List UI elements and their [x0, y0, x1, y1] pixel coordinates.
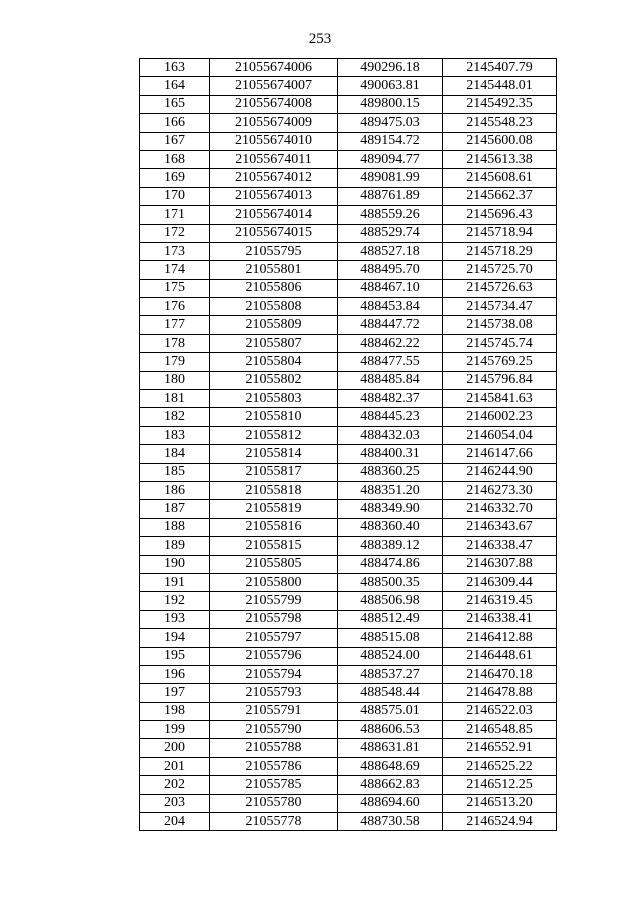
point-id-cell: 21055788: [210, 739, 338, 757]
row-number-cell: 202: [140, 776, 210, 794]
x-coordinate-cell: 488389.12: [338, 537, 443, 555]
row-number-cell: 173: [140, 242, 210, 260]
table-row: [140, 739, 557, 757]
x-coordinate-cell: 488559.26: [338, 206, 443, 224]
point-id-cell: 21055809: [210, 316, 338, 334]
point-id-cell: 21055674010: [210, 132, 338, 150]
point-id-cell: 21055814: [210, 445, 338, 463]
x-coordinate-cell: 488485.84: [338, 371, 443, 389]
table-row: [140, 610, 557, 628]
y-coordinate-cell: 2146343.67: [443, 518, 557, 536]
row-number-cell: 188: [140, 518, 210, 536]
row-number-cell: 169: [140, 169, 210, 187]
point-id-cell: 21055674014: [210, 206, 338, 224]
coordinates-table: [139, 58, 557, 831]
table-row: [140, 242, 557, 260]
table-row: [140, 629, 557, 647]
point-id-cell: 21055790: [210, 721, 338, 739]
point-id-cell: 21055674009: [210, 114, 338, 132]
y-coordinate-cell: 2145662.37: [443, 187, 557, 205]
table-row: [140, 169, 557, 187]
x-coordinate-cell: 488694.60: [338, 794, 443, 812]
row-number-cell: 165: [140, 95, 210, 113]
row-number-cell: 175: [140, 279, 210, 297]
table-row: [140, 684, 557, 702]
y-coordinate-cell: 2145796.84: [443, 371, 557, 389]
table-row: [140, 132, 557, 150]
y-coordinate-cell: 2146338.47: [443, 537, 557, 555]
x-coordinate-cell: 488631.81: [338, 739, 443, 757]
table-row: [140, 537, 557, 555]
table-row: [140, 665, 557, 683]
y-coordinate-cell: 2145745.74: [443, 334, 557, 352]
y-coordinate-cell: 2146524.94: [443, 813, 557, 831]
point-id-cell: 21055674011: [210, 150, 338, 168]
x-coordinate-cell: 488506.98: [338, 592, 443, 610]
x-coordinate-cell: 488515.08: [338, 629, 443, 647]
point-id-cell: 21055806: [210, 279, 338, 297]
y-coordinate-cell: 2146470.18: [443, 665, 557, 683]
point-id-cell: 21055791: [210, 702, 338, 720]
x-coordinate-cell: 488527.18: [338, 242, 443, 260]
y-coordinate-cell: 2146002.23: [443, 408, 557, 426]
point-id-cell: 21055793: [210, 684, 338, 702]
row-number-cell: 178: [140, 334, 210, 352]
x-coordinate-cell: 489081.99: [338, 169, 443, 187]
point-id-cell: 21055815: [210, 537, 338, 555]
y-coordinate-cell: 2146478.88: [443, 684, 557, 702]
point-id-cell: 21055785: [210, 776, 338, 794]
x-coordinate-cell: 488462.22: [338, 334, 443, 352]
y-coordinate-cell: 2146319.45: [443, 592, 557, 610]
x-coordinate-cell: 488349.90: [338, 500, 443, 518]
x-coordinate-cell: 490063.81: [338, 77, 443, 95]
table-row: [140, 555, 557, 573]
y-coordinate-cell: 2145600.08: [443, 132, 557, 150]
y-coordinate-cell: 2146307.88: [443, 555, 557, 573]
page-number: 253: [308, 31, 332, 47]
y-coordinate-cell: 2145696.43: [443, 206, 557, 224]
row-number-cell: 197: [140, 684, 210, 702]
table-row: [140, 114, 557, 132]
table-row: [140, 592, 557, 610]
x-coordinate-cell: 489475.03: [338, 114, 443, 132]
table-row: [140, 95, 557, 113]
y-coordinate-cell: 2145492.35: [443, 95, 557, 113]
row-number-cell: 164: [140, 77, 210, 95]
point-id-cell: 21055674012: [210, 169, 338, 187]
point-id-cell: 21055795: [210, 242, 338, 260]
row-number-cell: 168: [140, 150, 210, 168]
row-number-cell: 163: [140, 59, 210, 77]
row-number-cell: 195: [140, 647, 210, 665]
y-coordinate-cell: 2146548.85: [443, 721, 557, 739]
point-id-cell: 21055807: [210, 334, 338, 352]
x-coordinate-cell: 488575.01: [338, 702, 443, 720]
y-coordinate-cell: 2146244.90: [443, 463, 557, 481]
point-id-cell: 21055803: [210, 390, 338, 408]
y-coordinate-cell: 2146309.44: [443, 573, 557, 591]
point-id-cell: 21055794: [210, 665, 338, 683]
x-coordinate-cell: 488730.58: [338, 813, 443, 831]
table-row: [140, 647, 557, 665]
point-id-cell: 21055800: [210, 573, 338, 591]
point-id-cell: 21055798: [210, 610, 338, 628]
row-number-cell: 200: [140, 739, 210, 757]
point-id-cell: 21055816: [210, 518, 338, 536]
point-id-cell: 21055818: [210, 481, 338, 499]
y-coordinate-cell: 2145608.61: [443, 169, 557, 187]
x-coordinate-cell: 490296.18: [338, 59, 443, 77]
table-row: [140, 794, 557, 812]
x-coordinate-cell: 488529.74: [338, 224, 443, 242]
row-number-cell: 187: [140, 500, 210, 518]
x-coordinate-cell: 488351.20: [338, 481, 443, 499]
table-row: [140, 445, 557, 463]
table-row: [140, 390, 557, 408]
x-coordinate-cell: 488524.00: [338, 647, 443, 665]
y-coordinate-cell: 2146522.03: [443, 702, 557, 720]
point-id-cell: 21055819: [210, 500, 338, 518]
y-coordinate-cell: 2145718.94: [443, 224, 557, 242]
x-coordinate-cell: 488537.27: [338, 665, 443, 683]
row-number-cell: 183: [140, 426, 210, 444]
x-coordinate-cell: 488548.44: [338, 684, 443, 702]
point-id-cell: 21055674015: [210, 224, 338, 242]
y-coordinate-cell: 2146525.22: [443, 757, 557, 775]
point-id-cell: 21055797: [210, 629, 338, 647]
point-id-cell: 21055674006: [210, 59, 338, 77]
y-coordinate-cell: 2146512.25: [443, 776, 557, 794]
point-id-cell: 21055674007: [210, 77, 338, 95]
table-row: [140, 721, 557, 739]
row-number-cell: 171: [140, 206, 210, 224]
point-id-cell: 21055786: [210, 757, 338, 775]
y-coordinate-cell: 2146054.04: [443, 426, 557, 444]
y-coordinate-cell: 2145613.38: [443, 150, 557, 168]
row-number-cell: 177: [140, 316, 210, 334]
y-coordinate-cell: 2145841.63: [443, 390, 557, 408]
row-number-cell: 191: [140, 573, 210, 591]
point-id-cell: 21055802: [210, 371, 338, 389]
y-coordinate-cell: 2145718.29: [443, 242, 557, 260]
row-number-cell: 186: [140, 481, 210, 499]
y-coordinate-cell: 2145769.25: [443, 353, 557, 371]
table-row: [140, 150, 557, 168]
y-coordinate-cell: 2146448.61: [443, 647, 557, 665]
row-number-cell: 179: [140, 353, 210, 371]
x-coordinate-cell: 488495.70: [338, 261, 443, 279]
point-id-cell: 21055808: [210, 298, 338, 316]
x-coordinate-cell: 488467.10: [338, 279, 443, 297]
x-coordinate-cell: 488512.49: [338, 610, 443, 628]
row-number-cell: 190: [140, 555, 210, 573]
table-row: [140, 353, 557, 371]
row-number-cell: 176: [140, 298, 210, 316]
y-coordinate-cell: 2146147.66: [443, 445, 557, 463]
table-row: [140, 206, 557, 224]
table-row: [140, 481, 557, 499]
table-row: [140, 59, 557, 77]
x-coordinate-cell: 489154.72: [338, 132, 443, 150]
x-coordinate-cell: 488360.25: [338, 463, 443, 481]
x-coordinate-cell: 488445.23: [338, 408, 443, 426]
table-row: [140, 371, 557, 389]
point-id-cell: 21055804: [210, 353, 338, 371]
point-id-cell: 21055817: [210, 463, 338, 481]
x-coordinate-cell: 488648.69: [338, 757, 443, 775]
table-row: [140, 463, 557, 481]
table-row: [140, 279, 557, 297]
point-id-cell: 21055780: [210, 794, 338, 812]
y-coordinate-cell: 2146273.30: [443, 481, 557, 499]
row-number-cell: 182: [140, 408, 210, 426]
row-number-cell: 185: [140, 463, 210, 481]
row-number-cell: 181: [140, 390, 210, 408]
row-number-cell: 201: [140, 757, 210, 775]
x-coordinate-cell: 488400.31: [338, 445, 443, 463]
point-id-cell: 21055674013: [210, 187, 338, 205]
row-number-cell: 172: [140, 224, 210, 242]
table-row: [140, 316, 557, 334]
x-coordinate-cell: 489094.77: [338, 150, 443, 168]
table-row: [140, 702, 557, 720]
row-number-cell: 198: [140, 702, 210, 720]
x-coordinate-cell: 488500.35: [338, 573, 443, 591]
y-coordinate-cell: 2145734.47: [443, 298, 557, 316]
row-number-cell: 192: [140, 592, 210, 610]
point-id-cell: 21055805: [210, 555, 338, 573]
x-coordinate-cell: 488477.55: [338, 353, 443, 371]
x-coordinate-cell: 488761.89: [338, 187, 443, 205]
point-id-cell: 21055810: [210, 408, 338, 426]
table-row: [140, 298, 557, 316]
row-number-cell: 174: [140, 261, 210, 279]
y-coordinate-cell: 2145725.70: [443, 261, 557, 279]
table-row: [140, 757, 557, 775]
row-number-cell: 203: [140, 794, 210, 812]
row-number-cell: 199: [140, 721, 210, 739]
table-row: [140, 500, 557, 518]
y-coordinate-cell: 2146552.91: [443, 739, 557, 757]
x-coordinate-cell: 488482.37: [338, 390, 443, 408]
row-number-cell: 193: [140, 610, 210, 628]
row-number-cell: 184: [140, 445, 210, 463]
table-row: [140, 518, 557, 536]
table-row: [140, 573, 557, 591]
x-coordinate-cell: 488360.40: [338, 518, 443, 536]
row-number-cell: 194: [140, 629, 210, 647]
row-number-cell: 196: [140, 665, 210, 683]
row-number-cell: 170: [140, 187, 210, 205]
table-row: [140, 187, 557, 205]
y-coordinate-cell: 2146332.70: [443, 500, 557, 518]
point-id-cell: 21055801: [210, 261, 338, 279]
x-coordinate-cell: 488662.83: [338, 776, 443, 794]
point-id-cell: 21055796: [210, 647, 338, 665]
table-row: [140, 334, 557, 352]
table-row: [140, 77, 557, 95]
x-coordinate-cell: 488474.86: [338, 555, 443, 573]
y-coordinate-cell: 2145548.23: [443, 114, 557, 132]
x-coordinate-cell: 489800.15: [338, 95, 443, 113]
table-row: [140, 224, 557, 242]
x-coordinate-cell: 488606.53: [338, 721, 443, 739]
row-number-cell: 189: [140, 537, 210, 555]
point-id-cell: 21055778: [210, 813, 338, 831]
point-id-cell: 21055812: [210, 426, 338, 444]
point-id-cell: 21055674008: [210, 95, 338, 113]
table-row: [140, 261, 557, 279]
y-coordinate-cell: 2145407.79: [443, 59, 557, 77]
table-row: [140, 776, 557, 794]
point-id-cell: 21055799: [210, 592, 338, 610]
x-coordinate-cell: 488432.03: [338, 426, 443, 444]
table-body: [140, 59, 557, 831]
y-coordinate-cell: 2145448.01: [443, 77, 557, 95]
x-coordinate-cell: 488453.84: [338, 298, 443, 316]
x-coordinate-cell: 488447.72: [338, 316, 443, 334]
row-number-cell: 180: [140, 371, 210, 389]
row-number-cell: 204: [140, 813, 210, 831]
y-coordinate-cell: 2146513.20: [443, 794, 557, 812]
table-row: [140, 426, 557, 444]
table-row: [140, 408, 557, 426]
table-row: [140, 813, 557, 831]
y-coordinate-cell: 2146338.41: [443, 610, 557, 628]
y-coordinate-cell: 2145726.63: [443, 279, 557, 297]
row-number-cell: 166: [140, 114, 210, 132]
y-coordinate-cell: 2146412.88: [443, 629, 557, 647]
row-number-cell: 167: [140, 132, 210, 150]
y-coordinate-cell: 2145738.08: [443, 316, 557, 334]
